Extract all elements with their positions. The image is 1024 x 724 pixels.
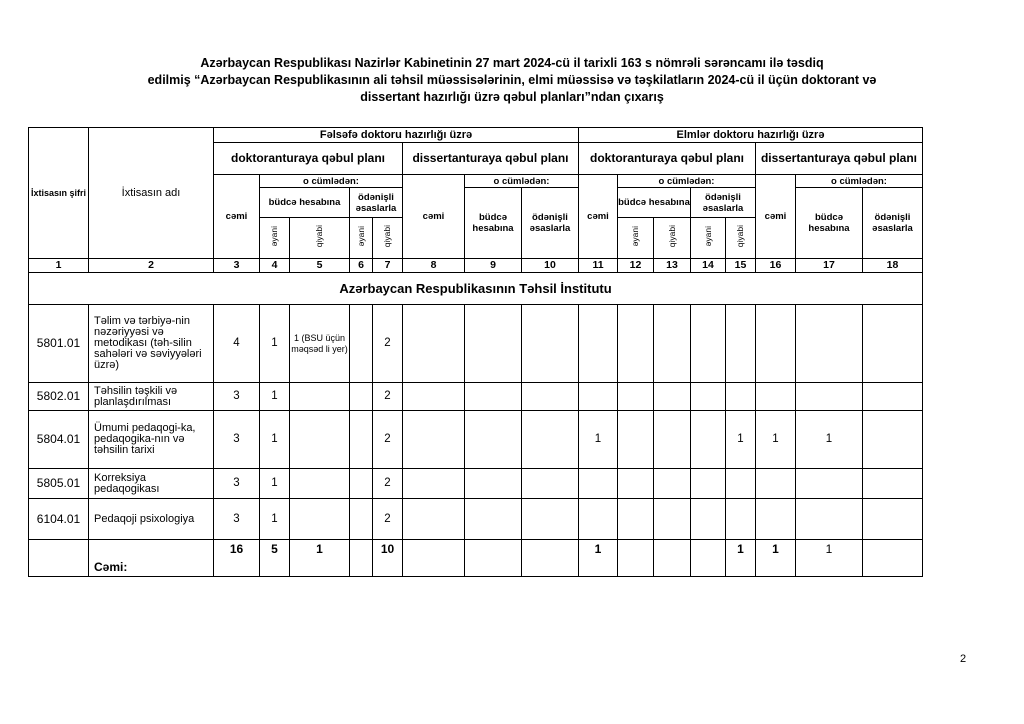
header-phd-dis-total: cəmi [403,175,465,259]
row-dsc-dis-budget [796,499,863,540]
row-total: 3 [214,411,260,469]
row-budget-fulltime: 1 [260,411,290,469]
row-cell [350,411,373,469]
row-paid-parttime: 2 [373,305,403,383]
header-col14: əyani [691,218,726,259]
admission-plan-table [28,127,923,577]
row-budget-fulltime: 1 [260,469,290,499]
totals-dsc-total: 1 [579,540,618,577]
row-cell [654,383,691,411]
title-line-1: Azərbaycan Respublikası Nazirlər Kabinetinin 27 mart 2024-cü il tarixli 163 s nömrəli sərəncamı ilə təsdiq [200,56,824,70]
title-line-2: edilmiş “Azərbaycan Respublikasının ali təhsil müəssisələrinin, elmi müəssisə və təşkilatların 2024-cü il üçün doktorant və [147,73,877,87]
row-cell [863,469,923,499]
colnum-16: 16 [756,259,796,273]
totals-budget-parttime: 1 [290,540,350,577]
totals-total: 16 [214,540,260,577]
header-dsc-doctorate-plan: doktoranturaya qəbul planı [579,143,756,175]
header-dsc-paid: ödənişli əsaslarla [691,188,756,218]
totals-cell [691,540,726,577]
totals-dsc-dis-budget: 1 [796,540,863,577]
row-total: 3 [214,499,260,540]
totals-cell [618,540,654,577]
row-paid-parttime: 2 [373,383,403,411]
header-col7: qiyabi [373,218,403,259]
row-cell [522,383,579,411]
row-cell [403,411,465,469]
row-dsc-dis-budget [796,469,863,499]
header-dsc-budget: büdcə hesabına [618,188,691,218]
row-budget-parttime: 1 (BSU üçün məqsəd li yer) [290,305,350,383]
row-cell [691,383,726,411]
totals-cell [654,540,691,577]
row-name: Pedaqoji psixologiya [89,499,214,540]
row-dsc-total [579,499,618,540]
row-name: Təhsilin təşkili və planlaşdırılması [89,383,214,411]
row-code: 5801.01 [29,305,89,383]
header-col12: əyani [618,218,654,259]
totals-cell [863,540,923,577]
row-cell [403,469,465,499]
header-col4: əyani [260,218,290,259]
table-row [29,469,923,499]
row-budget-parttime [290,469,350,499]
totals-paid-parttime: 10 [373,540,403,577]
header-dsc-doc-total: cəmi [579,175,618,259]
row-dsc-total [579,305,618,383]
header-phd: Fəlsəfə doktoru hazırlığı üzrə [214,128,579,143]
totals-cell [465,540,522,577]
colnum-12: 12 [618,259,654,273]
title-line-3: dissertant hazırlığı üzrə qəbul planları”ndan çıxarış [360,90,664,104]
row-cell [403,305,465,383]
row-cell [522,305,579,383]
row-cell [618,383,654,411]
row-cell [863,499,923,540]
row-total: 4 [214,305,260,383]
header-phd-budget: büdcə hesabına [260,188,350,218]
row-cell [654,499,691,540]
colnum-1: 1 [29,259,89,273]
row-cell [618,305,654,383]
header-code: İxtisasın şifri [29,128,89,259]
totals-cell [29,540,89,577]
totals-cell [350,540,373,577]
totals-budget-fulltime: 5 [260,540,290,577]
row-cell [863,383,923,411]
header-phd-dis-paid: ödənişli əsaslarla [522,188,579,259]
colnum-11: 11 [579,259,618,273]
header-col13: qiyabi [654,218,691,259]
row-cell [522,469,579,499]
colnum-7: 7 [373,259,403,273]
header-dsc-dis-budget: büdcə hesabına [796,188,863,259]
header-dsc-dis-including: o cümlədən: [796,175,923,188]
row-budget-parttime [290,499,350,540]
row-cell [465,411,522,469]
row-dsc-paid-parttime: 1 [726,411,756,469]
header-dsc-dis-total: cəmi [756,175,796,259]
row-dsc-dis-budget [796,383,863,411]
row-budget-fulltime: 1 [260,383,290,411]
colnum-8: 8 [403,259,465,273]
colnum-6: 6 [350,259,373,273]
row-dsc-dis-total [756,383,796,411]
header-phd-doc-including: o cümlədən: [260,175,403,188]
totals-dsc-paid-parttime: 1 [726,540,756,577]
header-phd-dis-including: o cümlədən: [465,175,579,188]
row-cell [465,469,522,499]
header-phd-doc-total: cəmi [214,175,260,259]
row-cell [654,469,691,499]
colnum-10: 10 [522,259,579,273]
colnum-2: 2 [89,259,214,273]
row-cell [403,499,465,540]
row-code: 6104.01 [29,499,89,540]
totals-row [29,540,923,577]
header-phd-dis-budget: büdcə hesabına [465,188,522,259]
row-cell [691,305,726,383]
row-dsc-dis-total [756,499,796,540]
colnum-18: 18 [863,259,923,273]
totals-dsc-dis-total: 1 [756,540,796,577]
colnum-17: 17 [796,259,863,273]
row-cell [465,383,522,411]
document-title [60,55,964,106]
row-dsc-dis-total [756,469,796,499]
row-dsc-dis-total: 1 [756,411,796,469]
header-col6: əyani [350,218,373,259]
table-row [29,383,923,411]
colnum-4: 4 [260,259,290,273]
colnum-15: 15 [726,259,756,273]
header-dsc-dissertant-plan: dissertanturaya qəbul planı [756,143,923,175]
header-phd-doctorate-plan: doktoranturaya qəbul planı [214,143,403,175]
row-code: 5805.01 [29,469,89,499]
colnum-3: 3 [214,259,260,273]
colnum-5: 5 [290,259,350,273]
header-dsc-doc-including: o cümlədən: [618,175,756,188]
colnum-9: 9 [465,259,522,273]
row-cell [618,499,654,540]
header-dsc-dis-paid: ödənişli əsaslarla [863,188,923,259]
row-total: 3 [214,469,260,499]
row-paid-parttime: 2 [373,411,403,469]
header-phd-dissertant-plan: dissertanturaya qəbul planı [403,143,579,175]
column-number-row [29,259,923,273]
row-dsc-total: 1 [579,411,618,469]
row-cell [350,499,373,540]
row-cell [350,469,373,499]
row-budget-parttime [290,411,350,469]
row-paid-parttime: 2 [373,469,403,499]
row-dsc-dis-budget [796,305,863,383]
row-dsc-paid-parttime [726,305,756,383]
totals-cell [522,540,579,577]
row-cell [618,469,654,499]
row-name: Ümumi pedaqogi-ka, pedaqogika-nın və təhsilin tarixi [89,411,214,469]
row-cell [863,305,923,383]
row-cell [350,305,373,383]
table-row [29,305,923,383]
row-cell [654,305,691,383]
row-paid-parttime: 2 [373,499,403,540]
row-name: Korreksiya pedaqogikası [89,469,214,499]
row-cell [403,383,465,411]
table-row [29,411,923,469]
colnum-14: 14 [691,259,726,273]
institution-name: Azərbaycan Respublikasının Təhsil İnstitutu [29,273,923,305]
row-cell [691,469,726,499]
row-dsc-dis-total [756,305,796,383]
row-cell [522,411,579,469]
page-number: 2 [960,653,967,665]
row-cell [691,499,726,540]
colnum-13: 13 [654,259,691,273]
row-cell [863,411,923,469]
row-total: 3 [214,383,260,411]
row-code: 5804.01 [29,411,89,469]
row-dsc-total [579,383,618,411]
row-cell [522,499,579,540]
row-budget-fulltime: 1 [260,305,290,383]
totals-label: Cəmi: [89,540,214,577]
header-col5: qiyabi [290,218,350,259]
row-cell [465,305,522,383]
row-cell [691,411,726,469]
row-dsc-total [579,469,618,499]
header-col15: qiyabi [726,218,756,259]
header-dsc: Elmlər doktoru hazırlığı üzrə [579,128,923,143]
row-cell [654,411,691,469]
row-dsc-dis-budget: 1 [796,411,863,469]
row-budget-parttime [290,383,350,411]
row-dsc-paid-parttime [726,499,756,540]
row-cell [618,411,654,469]
header-phd-paid: ödənişli əsaslarla [350,188,403,218]
row-budget-fulltime: 1 [260,499,290,540]
row-name: Təlim və tərbiyə-nin nəzəriyyəsi və metodikası (təh-silin sahələri və səviyyələri üzrə) [89,305,214,383]
row-dsc-paid-parttime [726,469,756,499]
row-code: 5802.01 [29,383,89,411]
header-name: İxtisasın adı [89,128,214,259]
row-dsc-paid-parttime [726,383,756,411]
row-cell [465,499,522,540]
row-cell [350,383,373,411]
totals-cell [403,540,465,577]
table-row [29,499,923,540]
